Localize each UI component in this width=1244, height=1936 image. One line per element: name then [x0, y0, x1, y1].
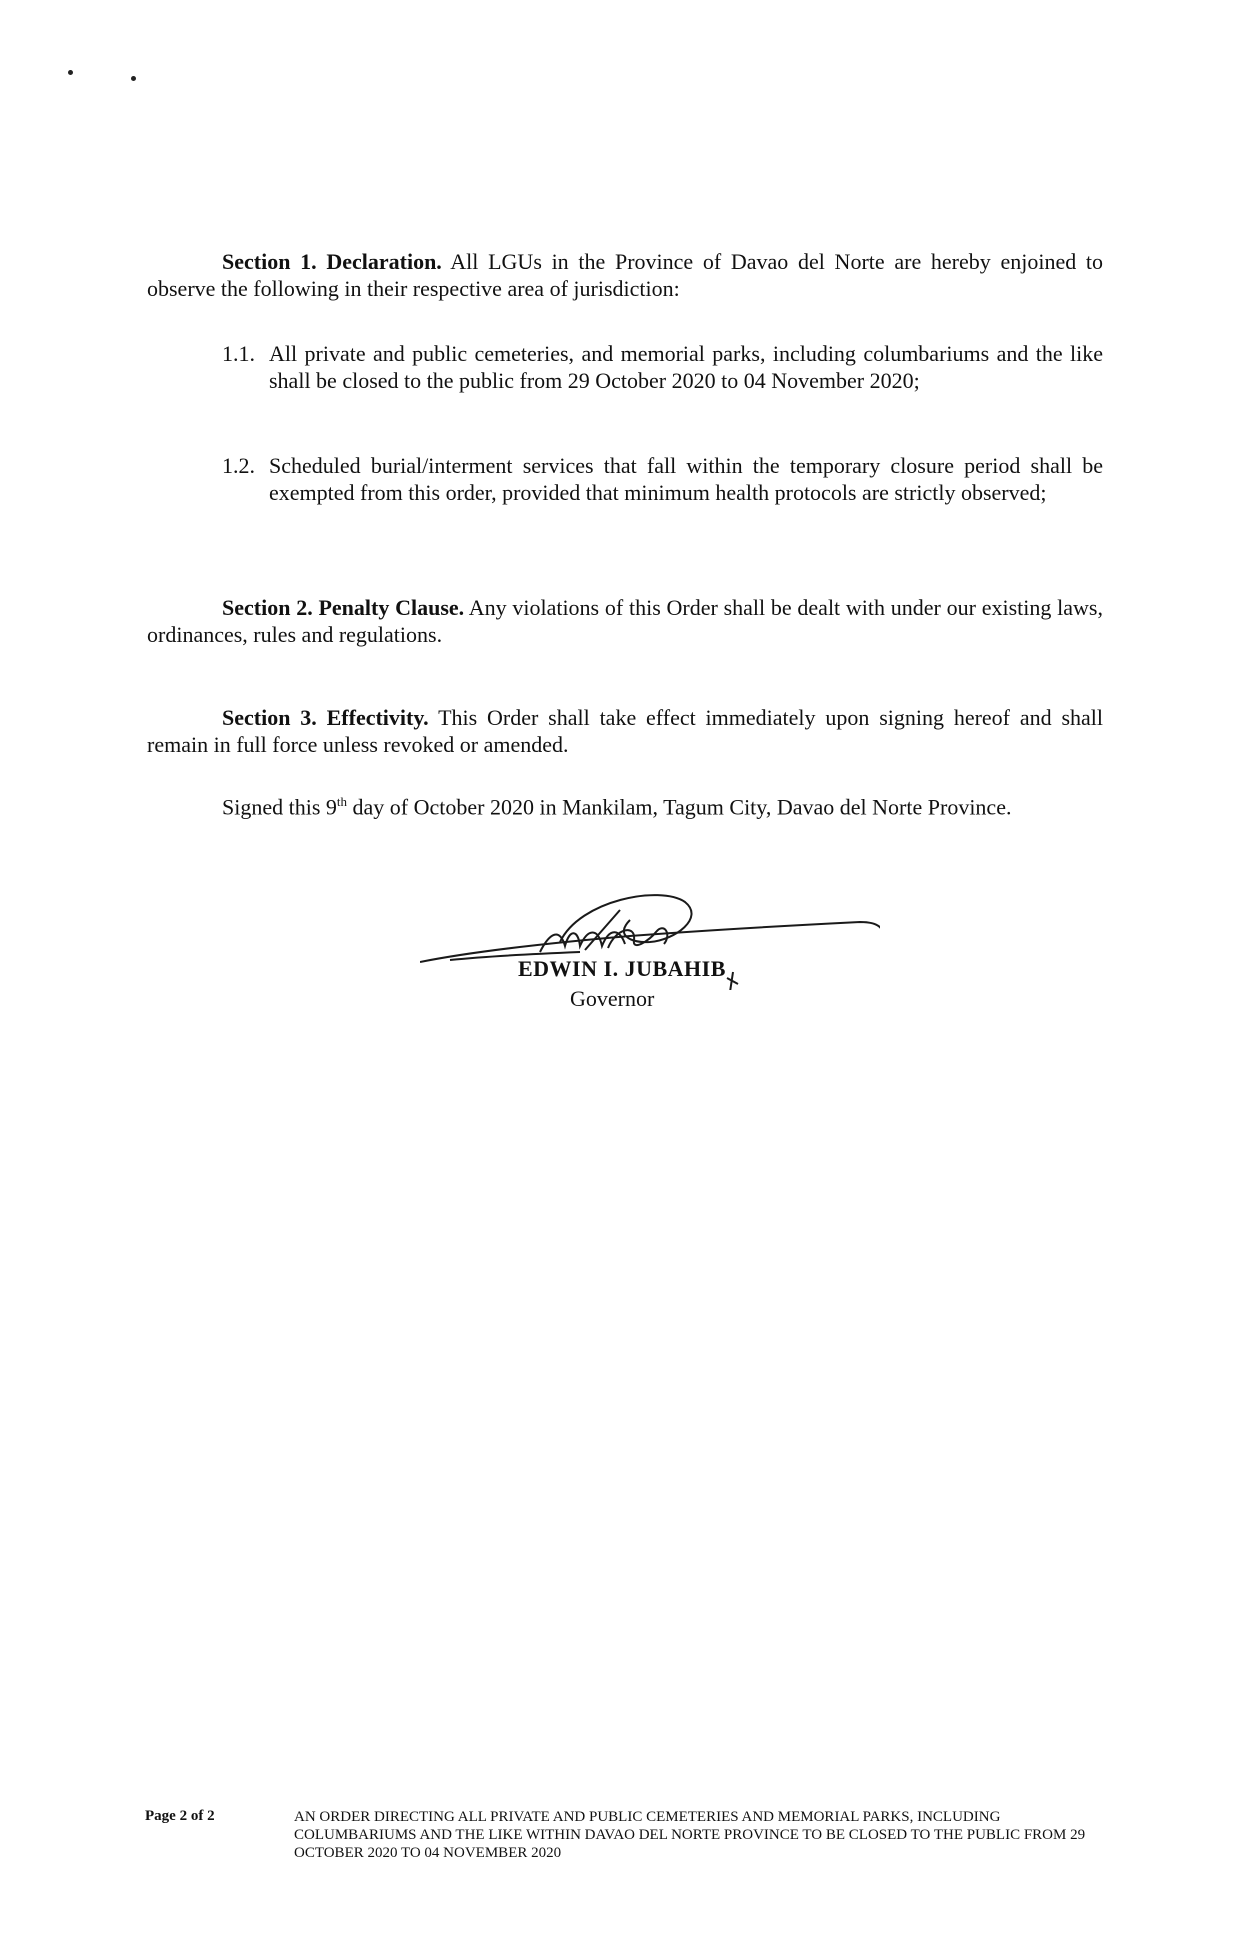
footer-order-title: AN ORDER DIRECTING ALL PRIVATE AND PUBLIC CEMETERIES AND MEMORIAL PARKS, INCLUDING COLUMBARIUMS AND THE LIKE WITHIN DAVAO DEL NORTE PROVINCE TO BE CLOSED TO THE PUBLIC FROM 29 OCTOBER 2020 TO 04 NOVEMBER 2020: [294, 1809, 1086, 1861]
section-2-text: Any violations of this Order shall be dealt with under our existing laws, ordinances, rules and regulations.: [147, 595, 1103, 647]
section-1-paragraph: [147, 248, 1103, 302]
section-3-text: This Order shall take effect immediately upon signing hereof and shall remain in full force unless revoked or amended.: [147, 705, 1103, 757]
signed-paragraph: [147, 788, 1103, 820]
section-1-text: All LGUs in the Province of Davao del Norte are hereby enjoined to observe the following in their respective area of jurisdiction:: [147, 249, 1104, 301]
scan-mark: [131, 76, 136, 81]
signatory-title: Governor: [570, 986, 655, 1011]
signed-text-after: day of October 2020 in Mankilam, Tagum City, Davao del Norte Province.: [347, 794, 1012, 820]
list-item-number: 1.1.: [222, 341, 255, 366]
section-2-heading: Section 2. Penalty Clause.: [222, 595, 465, 620]
signed-text-before: Signed this 9: [222, 794, 337, 820]
section-3-heading: Section 3. Effectivity.: [222, 705, 429, 730]
list-item-text: All private and public cemeteries, and memorial parks, including columbariums and the like shall be closed to the public from 29 October 2020 to 04 November 2020;: [269, 341, 1103, 393]
signed-ordinal: th: [336, 794, 348, 809]
page-number: Page 2 of 2: [145, 1808, 215, 1824]
signatory-name: EDWIN I. JUBAHIB: [518, 956, 726, 981]
list-item-text: Scheduled burial/interment services that fall within the temporary closure period shall be exempted from this order, provided that minimum health protocols are strictly observed;: [269, 453, 1103, 505]
list-item-number: 1.2.: [222, 453, 255, 478]
section-3-paragraph: [147, 704, 1103, 758]
signature-block: [420, 880, 880, 1040]
scan-mark: [68, 70, 73, 75]
list-item-1-1: [222, 340, 1103, 394]
section-2-paragraph: [147, 594, 1103, 648]
list-item-1-2: [222, 452, 1103, 506]
section-1-heading: Section 1. Declaration.: [222, 249, 442, 274]
